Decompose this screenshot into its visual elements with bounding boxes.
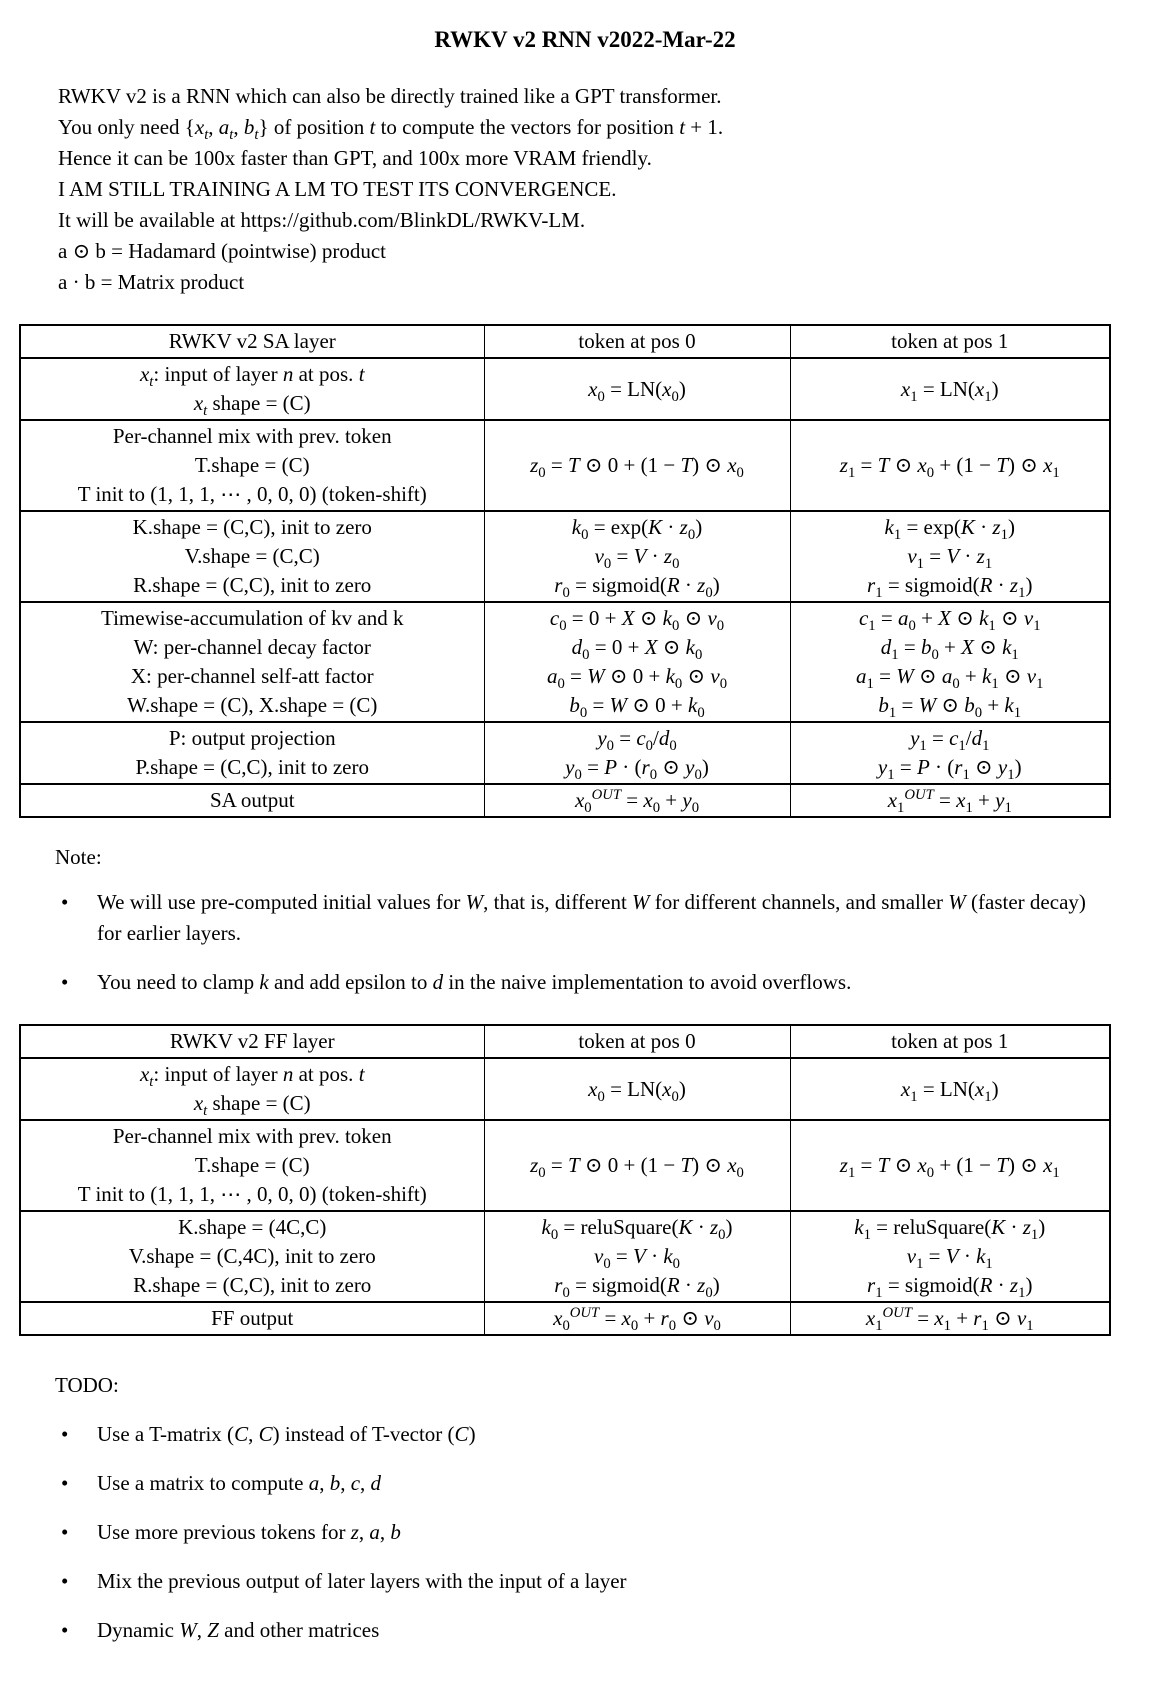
formula-cell: $y_0 = c_0/d_0$ $y_0 = P \cdot (r_0$ ⊙ $y_0$) [484, 722, 790, 784]
formula-cell: $k_1 = \exp(K \cdot z_1)$ $v_1 = V \cdot z_1$ $r_1$ = sigmoid(R · $z_1$) [790, 511, 1110, 602]
table-label-cell: FF output [20, 1302, 484, 1335]
sa-table-header-pos0: token at pos 0 [484, 325, 790, 358]
todo-bullet-item: • Mix the previous output of later layers with the input of a layer [97, 1566, 1087, 1597]
document-page [0, 24, 1170, 1646]
url-suffix-text: . [579, 208, 586, 232]
intro-paragraph [58, 81, 1130, 298]
table-row [20, 1058, 1110, 1120]
ff-table-header-row [20, 1025, 1110, 1058]
todo-bullet-list [0, 1419, 1170, 1646]
sa-table-header-pos1: token at pos 1 [790, 325, 1110, 358]
note-bullet-list [0, 887, 1170, 998]
table-label-cell: Per-channel mix with prev. token T.shape = (C) T init to (1, 1, 1, ⋯ , 0, 0, 0) (token-shift) [20, 1120, 484, 1211]
sa-layer-table [19, 324, 1111, 818]
sa-table-header-layer: RWKV v2 SA layer [20, 325, 484, 358]
matrix-product-legend-line: a · b = Matrix product [58, 270, 245, 294]
sa-table-header-row [20, 325, 1110, 358]
table-row [20, 602, 1110, 722]
table-row [20, 1302, 1110, 1335]
github-url-link[interactable]: https://github.com/BlinkDL/RWKV-LM [240, 208, 580, 232]
formula-cell: $x_0^{OUT} = x_0 + r_0$ ⊙ $v_0$ [484, 1302, 790, 1335]
intro-line: RWKV v2 is a RNN which can also be directly trained like a GPT transformer. [58, 84, 722, 108]
hadamard-legend-line: a ⊙ b = Hadamard (pointwise) product [58, 239, 387, 263]
table-label-cell: Per-channel mix with prev. token T.shape = (C) T init to (1, 1, 1, ⋯ , 0, 0, 0) (token-shift) [20, 420, 484, 511]
intro-line: Hence it can be 100x faster than GPT, and 100x more VRAM friendly. [58, 146, 652, 170]
table-label-cell: $x_t$: input of layer n at pos. t $x_t$ shape = (C) [20, 358, 484, 420]
formula-cell: $z_1 = T$ ⊙ $x_0 + (1 - T)$ ⊙ $x_1$ [790, 1120, 1110, 1211]
formula-cell: $k_1$ = reluSquare(K · $z_1$) $v_1 = V \cdot k_1$ $r_1$ = sigmoid(R · $z_1$) [790, 1211, 1110, 1302]
todo-heading: TODO: [55, 1373, 119, 1397]
note-bullet-item: • We will use pre-computed initial values for W, that is, different W for different channels, and smaller W (faster decay) for earlier layers. [97, 887, 1087, 949]
todo-bullet-item: • Use a T-matrix (C, C) instead of T-vector (C) [97, 1419, 1087, 1450]
note-bullet-item: • You need to clamp k and add epsilon to d in the naive implementation to avoid overflows. [97, 967, 1087, 998]
formula-cell: $x_1^{OUT} = x_1 + y_1$ [790, 784, 1110, 817]
table-row [20, 420, 1110, 511]
table-row [20, 511, 1110, 602]
table-row [20, 722, 1110, 784]
table-label-cell: Timewise-accumulation of kv and k W: per-channel decay factor X: per-channel self-att factor W.shape = (C), X.shape = (C) [20, 602, 484, 722]
formula-cell: $x_1^{OUT} = x_1 + r_1$ ⊙ $v_1$ [790, 1302, 1110, 1335]
table-row [20, 358, 1110, 420]
formula-cell: $c_0 = 0 + X$ ⊙ $k_0$ ⊙ $v_0$ $d_0 = 0 + X$ ⊙ $k_0$ $a_0 = W$ ⊙ $0 + k_0$ ⊙ $v_0$ $b_0 = W$ ⊙ $0 + k_0$ [484, 602, 790, 722]
intro-line: You only need {$x_t$, $a_t$, $b_t$} of position t to compute the vectors for position t + 1. [58, 115, 724, 144]
table-label-cell: K.shape = (4C,C) V.shape = (C,4C), init to zero R.shape = (C,C), init to zero [20, 1211, 484, 1302]
note-heading: Note: [55, 845, 102, 869]
todo-bullet-item: • Use a matrix to compute a, b, c, d [97, 1468, 1087, 1499]
formula-cell: $z_1 = T$ ⊙ $x_0 + (1 - T)$ ⊙ $x_1$ [790, 420, 1110, 511]
table-label-cell: SA output [20, 784, 484, 817]
formula-cell: $y_1 = c_1/d_1$ $y_1 = P \cdot (r_1$ ⊙ $y_1$) [790, 722, 1110, 784]
formula-cell: $k_0$ = reluSquare(K · $z_0$) $v_0 = V \cdot k_0$ $r_0$ = sigmoid(R · $z_0$) [484, 1211, 790, 1302]
table-row [20, 1211, 1110, 1302]
formula-cell: $k_0 = \exp(K \cdot z_0)$ $v_0 = V \cdot z_0$ $r_0$ = sigmoid(R · $z_0$) [484, 511, 790, 602]
intro-line-url [58, 205, 1130, 236]
table-row [20, 784, 1110, 817]
formula-cell: $x_1 = LN(x_1)$ [790, 1058, 1110, 1120]
url-prefix-text: It will be available at [58, 208, 241, 232]
formula-cell: $x_0 = LN(x_0)$ [484, 358, 790, 420]
formula-cell: $x_0 = LN(x_0)$ [484, 1058, 790, 1120]
table-row [20, 1120, 1110, 1211]
formula-cell: $c_1 = a_0 + X$ ⊙ $k_1$ ⊙ $v_1$ $d_1 = b_0 + X$ ⊙ $k_1$ $a_1 = W$ ⊙ $a_0 + k_1$ ⊙ $v_1$ $b_1 = W$ ⊙ $b_0 + k_1$ [790, 602, 1110, 722]
ff-table-header-pos0: token at pos 0 [484, 1025, 790, 1058]
ff-table-header-pos1: token at pos 1 [790, 1025, 1110, 1058]
todo-bullet-item: • Dynamic W, Z and other matrices [97, 1615, 1087, 1646]
formula-cell: $x_1 = LN(x_1)$ [790, 358, 1110, 420]
table-label-cell: $x_t$: input of layer n at pos. t $x_t$ shape = (C) [20, 1058, 484, 1120]
table-label-cell: K.shape = (C,C), init to zero V.shape = (C,C) R.shape = (C,C), init to zero [20, 511, 484, 602]
todo-bullet-item: • Use more previous tokens for z, a, b [97, 1517, 1087, 1548]
table-label-cell: P: output projection P.shape = (C,C), init to zero [20, 722, 484, 784]
ff-layer-table [19, 1024, 1111, 1336]
formula-cell: $z_0 = T$ ⊙ 0 + (1 − T) ⊙ $x_0$ [484, 420, 790, 511]
intro-line: I AM STILL TRAINING A LM TO TEST ITS CONVERGENCE. [58, 177, 617, 201]
formula-cell: $z_0 = T$ ⊙ 0 + (1 − T) ⊙ $x_0$ [484, 1120, 790, 1211]
page-title: RWKV v2 RNN v2022-Mar-22 [434, 27, 736, 52]
ff-table-header-layer: RWKV v2 FF layer [20, 1025, 484, 1058]
formula-cell: $x_0^{OUT} = x_0 + y_0$ [484, 784, 790, 817]
